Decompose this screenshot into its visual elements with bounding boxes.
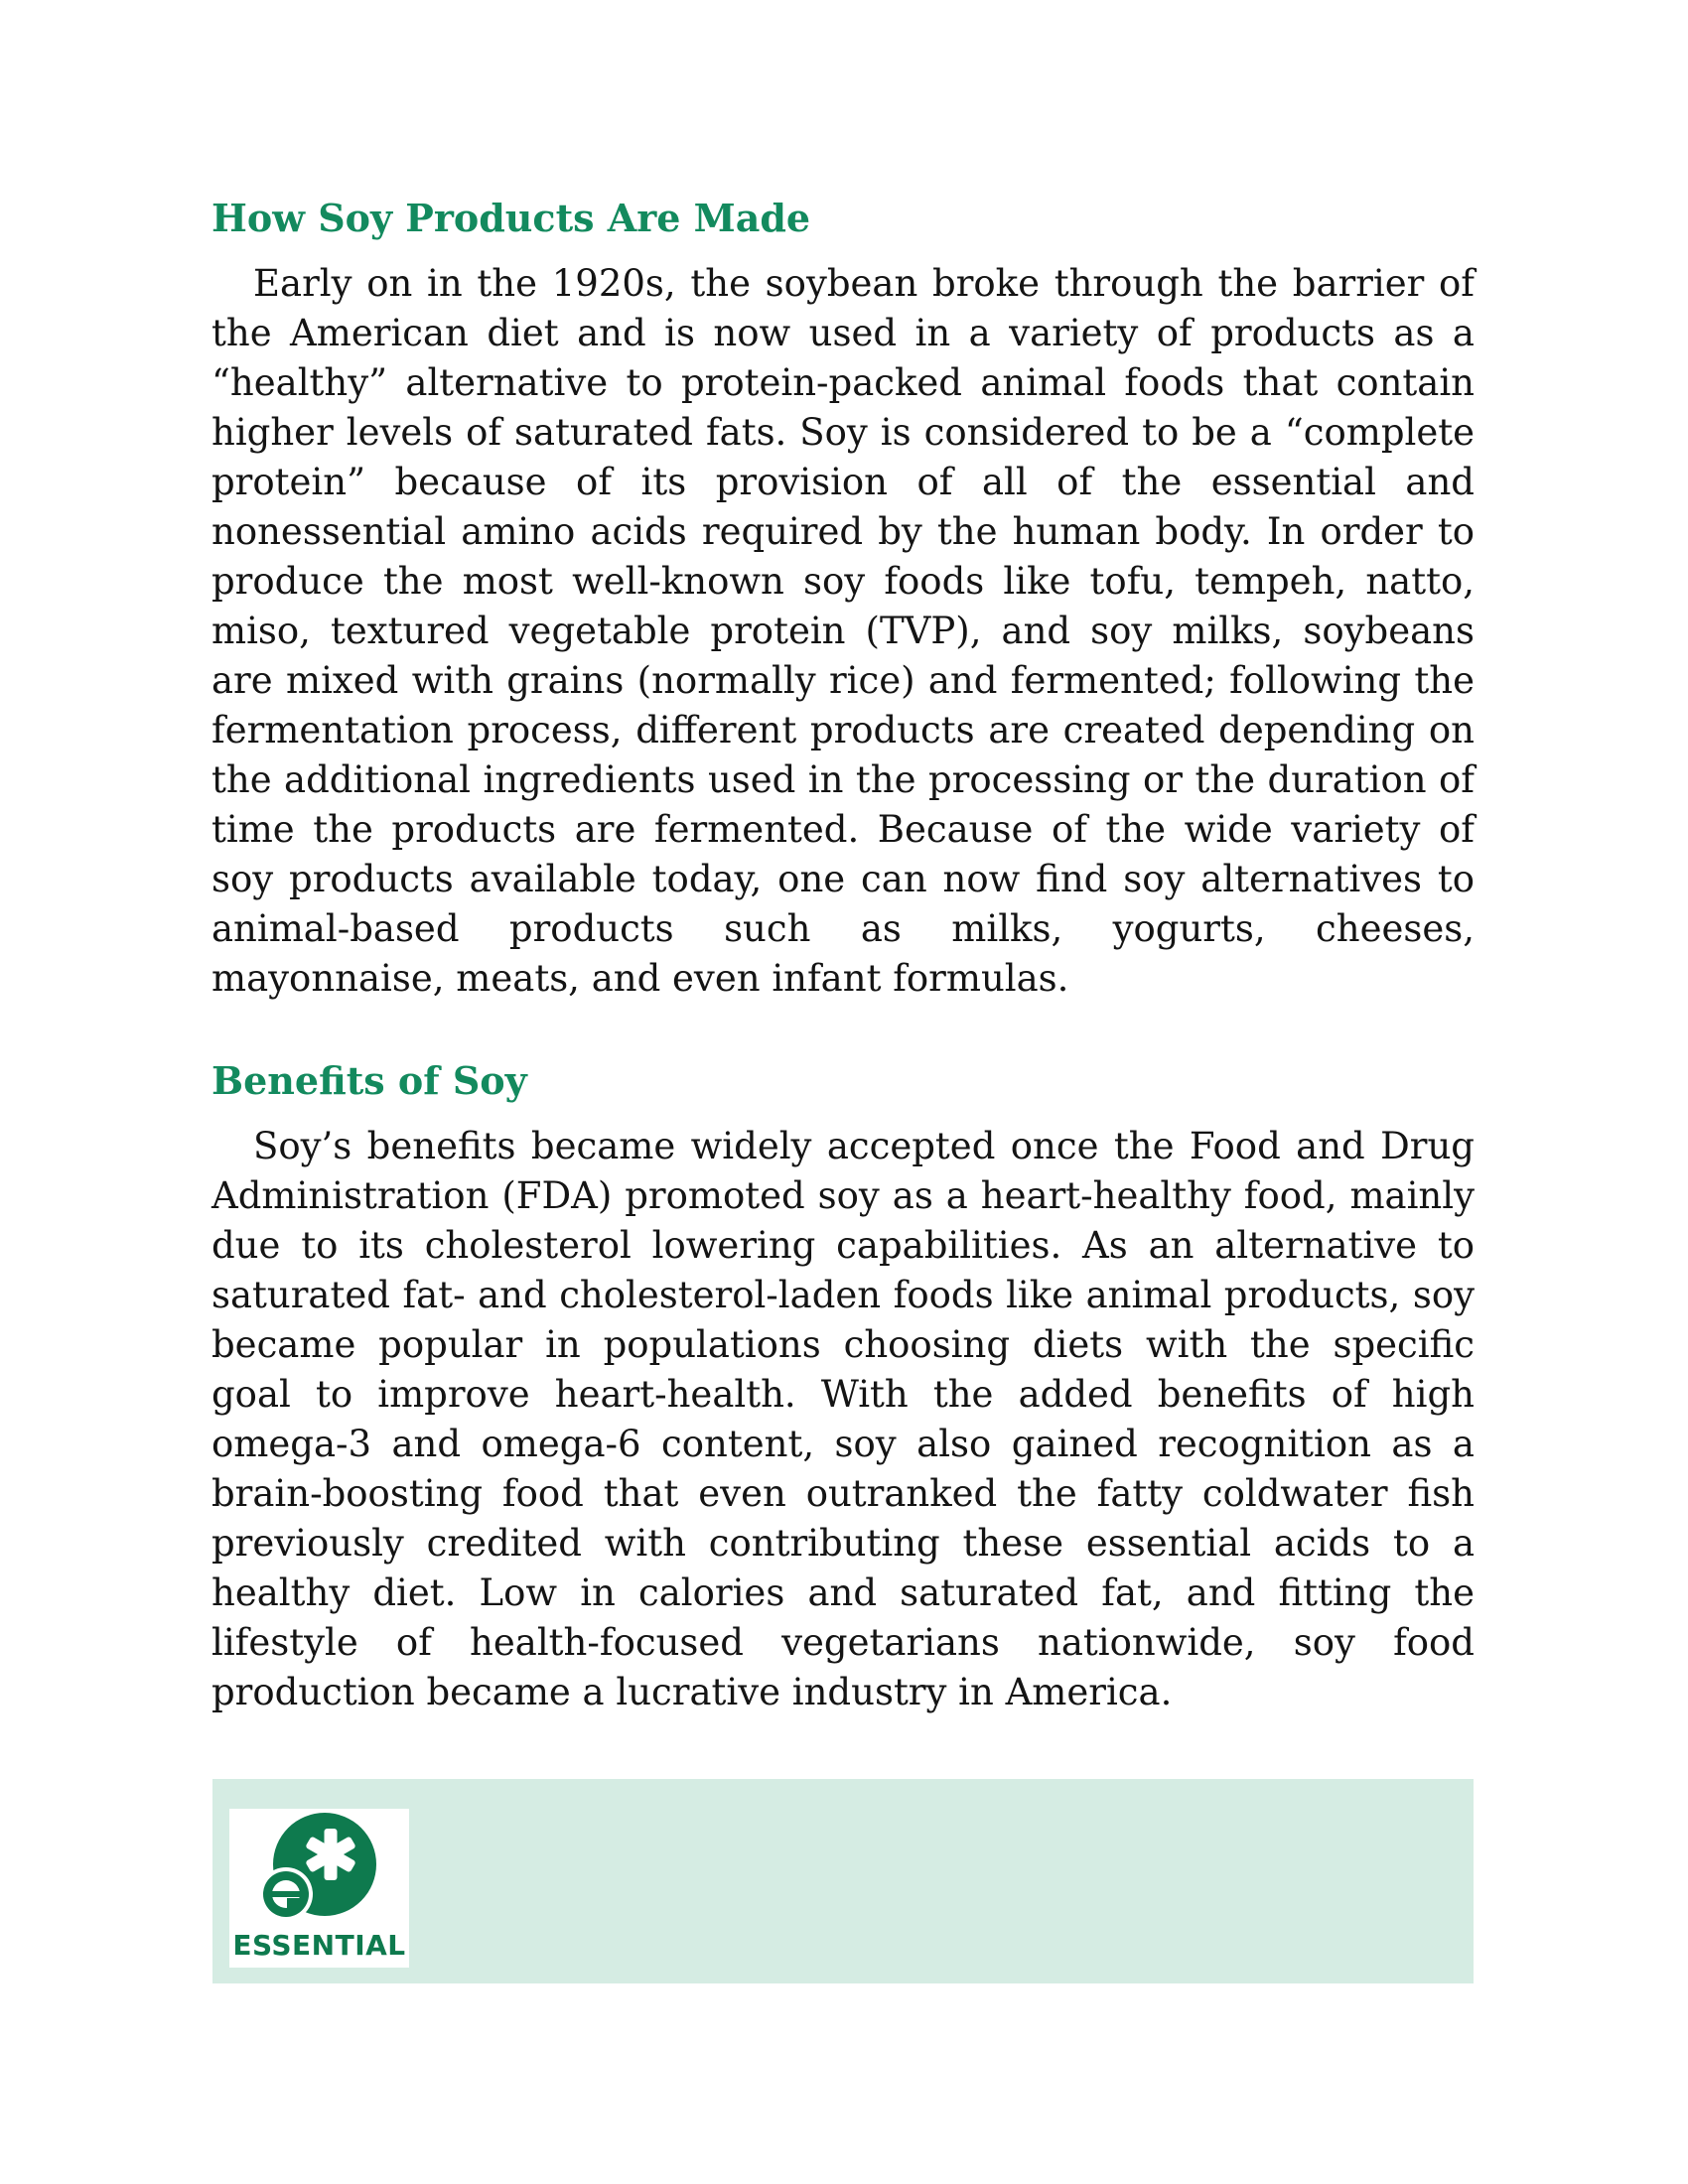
page-content: [211, 195, 1475, 1717]
section-benefits-of-soy: [211, 1057, 1475, 1717]
section-heading: Benefits of Soy: [211, 1058, 527, 1103]
body-paragraph: Soy’s benefits became widely accepted once the Food and Drug Administration (FDA) promoted soy as a heart-healthy food, mainly due to its cholesterol lowering capabilities. As an alternative to saturated fat- and cholesterol-laden foods like animal products, soy became popular in populations choosing diets with the specific goal to improve heart-health. With the added benefits of high omega-3 and omega-6 content, soy also gained recognition as a brain-boosting food that even outranked the fatty coldwater fish previously credited with contributing these essential acids to a healthy diet. Low in calories and saturated fat, and fitting the lifestyle of health-focused vegetarians nationwide, soy food production became a lucrative industry in America.: [211, 1125, 1475, 1713]
section-heading: How Soy Products Are Made: [211, 196, 811, 240]
essential-asterisk-icon: [255, 1811, 378, 1926]
body-paragraph: Early on in the 1920s, the soybean broke through the barrier of the American diet and is now used in a variety of products as a “healthy” alternative to protein-packed animal foods that contain higher levels of saturated fats. Soy is considered to be a “complete protein” because of its provision of all of the essential and nonessential amino acids required by the human body. In order to produce the most well-known soy foods like tofu, tempeh, natto, miso, textured vegetable protein (TVP), and soy milks, soybeans are mixed with grains (normally rice) and fermented; following the fermentation process, different products are created depending on the additional ingredients used in the processing or the duration of time the products are fermented. Because of the wide variety of soy products available today, one can now find soy alternatives to animal-based products such as milks, yogurts, cheeses, mayonnaise, meats, and even infant formulas.: [211, 262, 1475, 1000]
essential-logo-label: ESSENTIAL: [232, 1929, 406, 1962]
essential-callout-box: [212, 1779, 1474, 1983]
section-how-soy-products-are-made: [211, 195, 1475, 1004]
essential-logo: [229, 1809, 409, 1968]
